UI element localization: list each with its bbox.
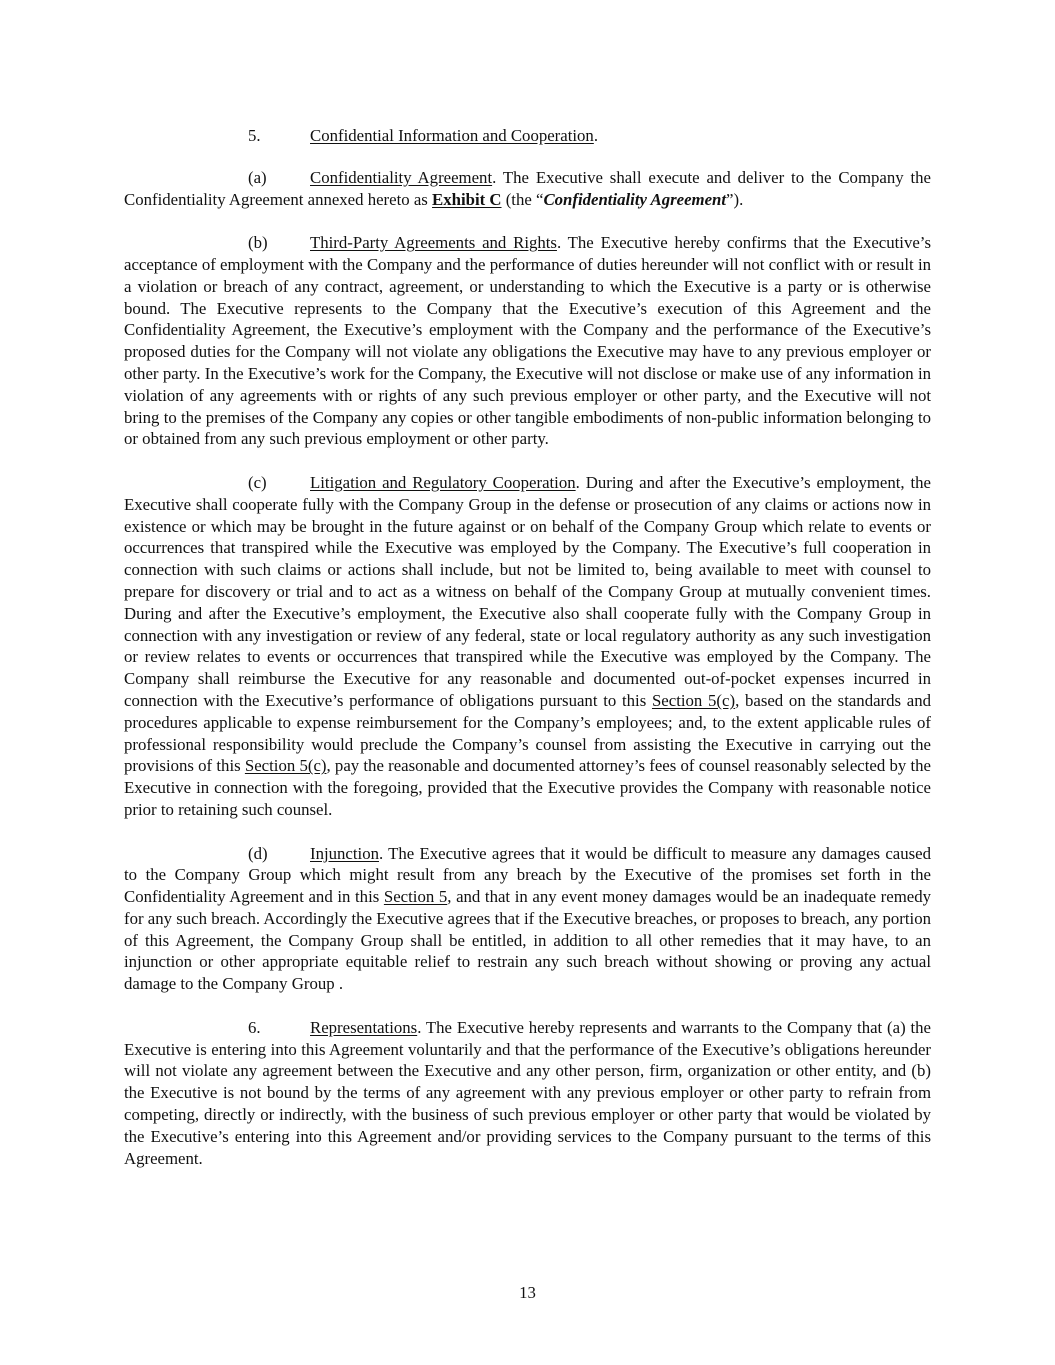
section-number: 5. <box>248 126 261 145</box>
section-6: 6. Representations. The Executive hereby represents and warrants to the Company that (a) the Executive is entering into this Agreement voluntarily and that the performance of the Executive’s obligations hereunder will not violate any agreement between the Executive and any other person, firm, organization or other entity, and (b) the Executive is not bound by the terms of any agreement with any previous employer or other party to refrain from competing, directly or indirectly, with the business of such previous employer or other party that would be violated by the Executive’s entering into this Agreement and/or providing services to the Company pursuant to the terms of this Agreement. <box>124 1017 931 1168</box>
page-number: 13 <box>519 1283 536 1302</box>
paragraph-title: Confidentiality Agreement <box>310 167 493 187</box>
paragraph-5c: (c) Litigation and Regulatory Cooperation. During and after the Executive’s employment, the Executive shall cooperate fully with the Company Group in the defense or prosecution of any claims or actions now in existence or which may be brought in the future against or on behalf of the Company Group which relate to events or occurrences that transpired while the Executive was employed by the Company. The Executive’s full cooperation in connection with such claims or actions shall include, but not be limited to, being available to meet with counsel to prepare for discovery or trial and to act as a witness on behalf of the Company Group at mutually convenient times. During and after the Executive’s employment, the Executive also shall cooperate fully with the Company Group in connection with any investigation or review of any federal, state or local regulatory authority as any such investigation or review relates to events or occurrences that transpired while the Executive was employed by the Company. The Company shall reimburse the Executive for any reasonable and documented out-of-pocket expenses incurred in connection with the Executive’s performance of obligations pursuant to this Section 5(c), based on the standards and procedures applicable to expense reimbursement for the Company’s employees; and, to the extent applicable rules of professional responsibility would preclude the Company’s counsel from assisting the Executive in carrying out the provisions of this Section 5(c), pay the reasonable and documented attorney’s fees of counsel reasonably selected by the Executive in connection with the foregoing, provided that the Executive provides the Company with reasonable notice prior to retaining such counsel. <box>124 472 932 819</box>
section-reference: Section 5 <box>383 887 448 907</box>
paragraph-title: Litigation and Regulatory Cooperation <box>310 472 576 492</box>
paragraph-5b: (b) Third-Party Agreements and Rights. The Executive hereby confirms that the Executive’s acceptance of employment with the Company and the performance of duties hereunder will not conflict with or result in a violation or breach of any contract, agreement, or understanding to which the Executive is a party or is otherwise bound. The Executive represents to the Company that the Executive’s execution of this Agreement and the Confidentiality Agreement, the Executive’s employment with the Company and the performance of the Executive’s proposed duties for the Company will not violate any obligations the Executive may have to any previous employer or other party. In the Executive’s work for the Company, the Executive will not disclose or make use of any information in violation of any agreements with or rights of any such previous employer or other party, and the Executive will not bring to the premises of the Company any copies or other tangible embodiments of non-public information belonging to or obtained from any such previous employment or other party. <box>124 233 931 449</box>
defined-term: Confidentiality Agreement <box>543 189 727 209</box>
paragraph-title: Injunction <box>310 843 379 863</box>
paragraph-title: Third-Party Agreements and Rights <box>310 233 557 253</box>
paragraph-label: (d) <box>248 843 268 863</box>
paragraph-label: (c) <box>248 472 267 492</box>
paragraph-5d: (d) Injunction. The Executive agrees that it would be difficult to measure any damages caused to the Company Group which might result from any breach by the Executive of the promises set forth in the Confidentiality Agreement and in this Section 5, and that in any event money damages would be an inadequate remedy for any such breach. Accordingly the Executive agrees that if the Executive breaches, or proposes to breach, any portion of this Agreement, the Company Group shall be entitled, in addition to all other remedies that it may have, to an injunction or other appropriate equitable relief to restrain any such breach without showing or proving any actual damage to the Company Group . <box>124 843 931 994</box>
section-reference: Section 5(c) <box>651 690 736 710</box>
exhibit-reference: Exhibit C <box>432 189 502 209</box>
section-title: Representations <box>310 1017 418 1037</box>
section-reference: Section 5(c) <box>244 756 327 776</box>
section-5-heading: 5. Confidential Information and Cooperation. <box>248 126 599 145</box>
section-title: Confidential Information and Cooperation <box>310 126 594 145</box>
paragraph-label: (a) <box>248 167 267 187</box>
document-body <box>124 125 931 1191</box>
paragraph-label: (b) <box>248 233 268 253</box>
paragraph-5a: (a) Confidentiality Agreement. The Executive shall execute and deliver to the Company the Confidentiality Agreement annexed hereto as Exhibit C (the “Confidentiality Agreement”). <box>124 167 931 209</box>
section-number: 6. <box>248 1017 261 1037</box>
